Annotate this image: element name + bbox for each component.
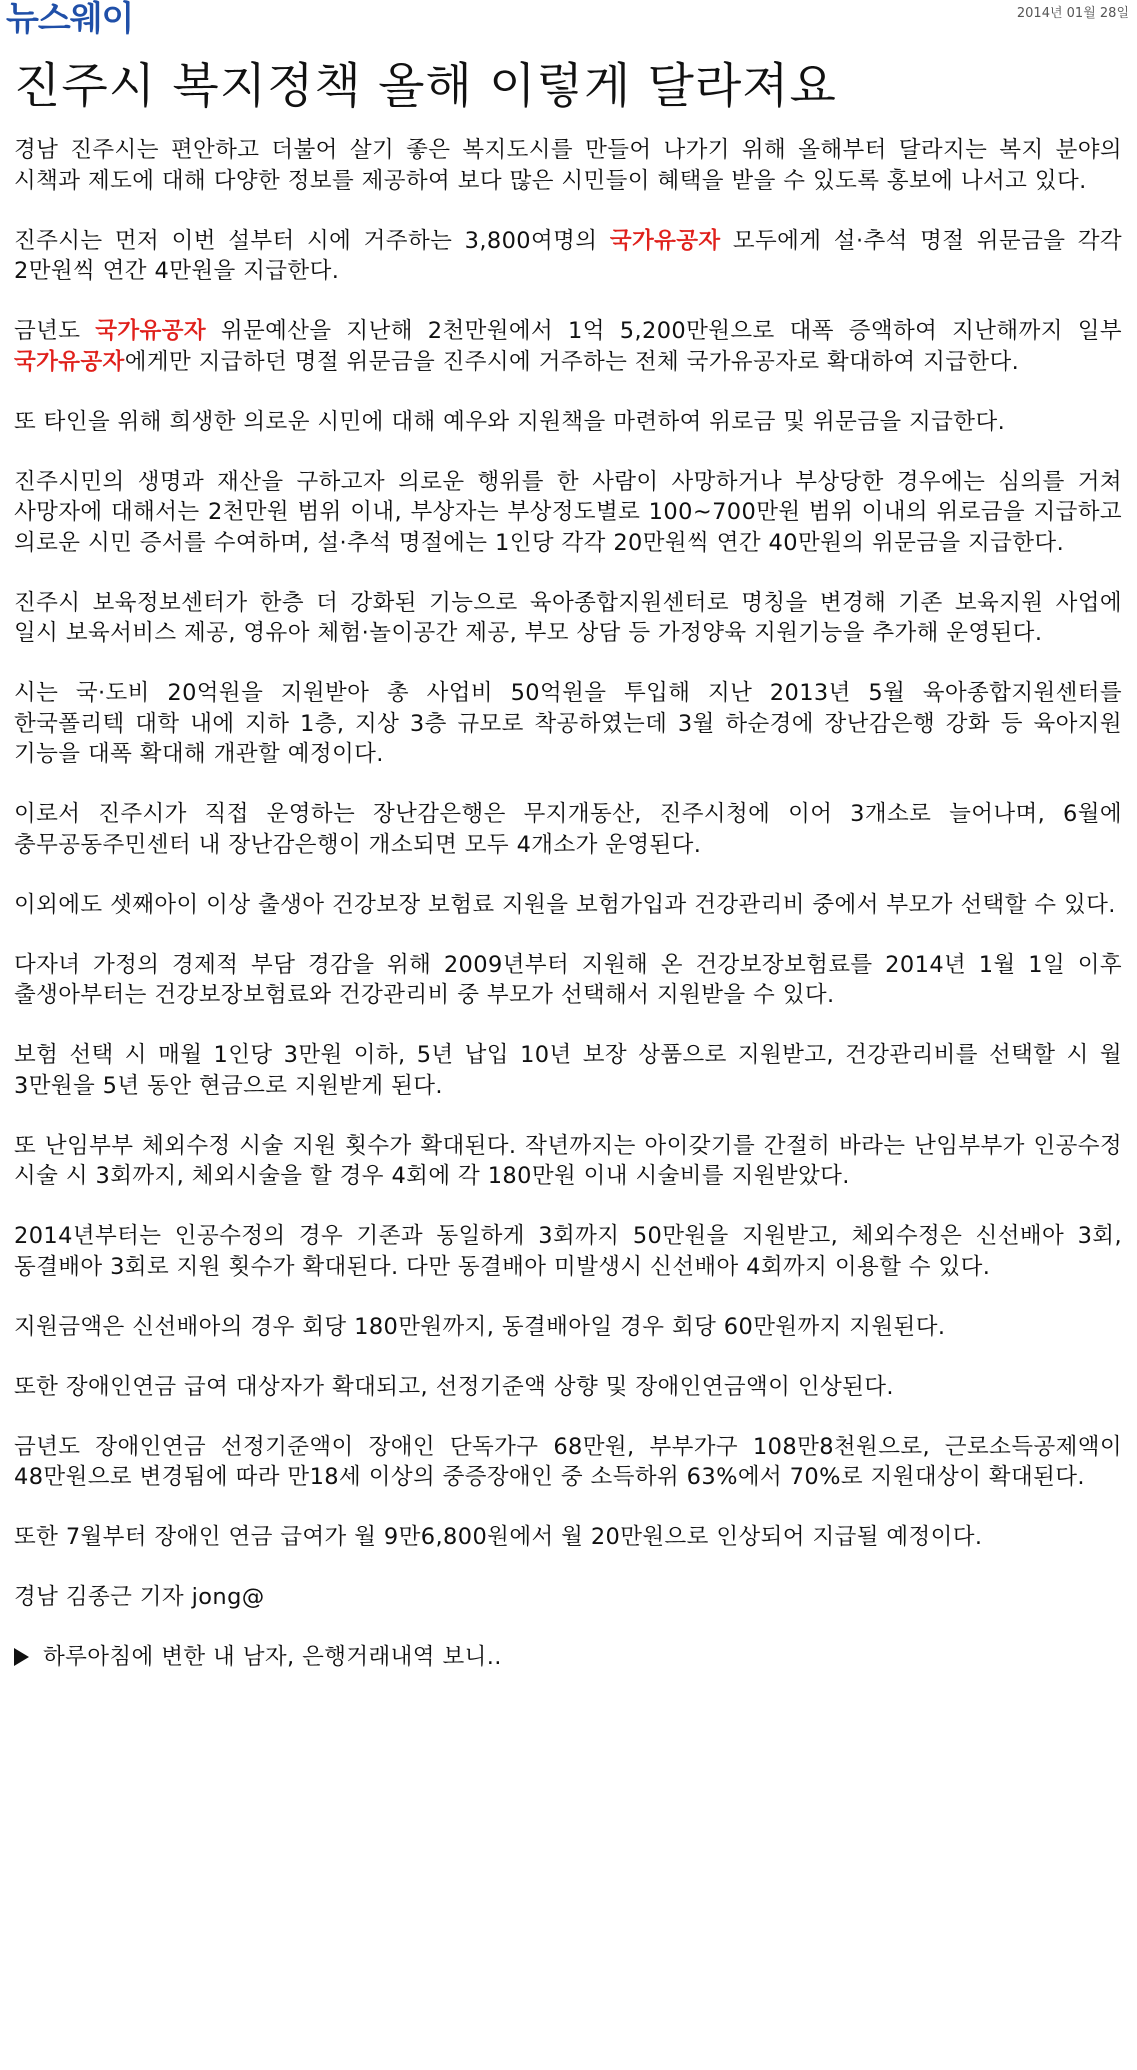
highlight-keyword: 국가유공자 xyxy=(14,348,125,375)
article-body xyxy=(14,135,1122,1673)
paragraph-16: 금년도 장애인연금 선정기준액이 장애인 단독가구 68만원, 부부가구 108만8천원으로, 근로소득공제액이 48만원으로 변경됨에 따라 만18세 이상의 중증장애인 중 소득하위 63%에서 70%로 지원대상이 확대된다. xyxy=(14,1433,1122,1490)
triangle-right-icon xyxy=(14,1648,29,1666)
reporter-byline: 경남 김종근 기자 jong@ xyxy=(14,1584,265,1610)
paragraph-text: 모두에게 설·추석 명절 위문금을 각각 2만원씩 연간 4만원을 지급한다. xyxy=(14,227,1122,284)
paragraph-text: 위문예산을 지난해 2천만원에서 1억 5,200만원으로 대폭 증액하여 지난해까지 일부 xyxy=(205,318,1122,344)
paragraph-text: 금년도 xyxy=(14,318,96,344)
paragraph-13: 2014년부터는 인공수정의 경우 기존과 동일하게 3회까지 50만원을 지원받고, 체외수정은 신선배아 3회, 동결배아 3회로 지원 횟수가 확대된다. 다만 동결배아 미발생시 신선배아 4회까지 이용할 수 있다. xyxy=(14,1223,1122,1280)
paragraph-2 xyxy=(14,226,1122,287)
article-title: 진주시 복지정책 올해 이렇게 달라져요 xyxy=(14,58,837,114)
paragraph-6: 진주시 보육정보센터가 한층 더 강화된 기능으로 육아종합지원센터로 명칭을 변경해 기존 보육지원 사업에 일시 보육서비스 제공, 영유아 체험·놀이공간 제공, 부모 상담 등 가정양육 지원기능을 추가해 운영된다. xyxy=(14,589,1122,646)
paragraph-15: 또한 장애인연금 급여 대상자가 확대되고, 선정기준액 상향 및 장애인연금액이 인상된다. xyxy=(14,1373,894,1400)
paragraph-1: 경남 진주시는 편안하고 더불어 살기 좋은 복지도시를 만들어 나가기 위해 올해부터 달라지는 복지 분야의 시책과 제도에 대해 다양한 정보를 제공하여 보다 많은 시민들이 혜택을 받을 수 있도록 홍보에 나서고 있다. xyxy=(14,137,1122,194)
highlight-keyword: 국가유공자 xyxy=(609,227,721,254)
paragraph-11: 보험 선택 시 매월 1인당 3만원 이하, 5년 납입 10년 보장 상품으로 지원받고, 건강관리비를 선택할 시 월 3만원을 5년 동안 현금으로 지원받게 된다. xyxy=(14,1042,1122,1099)
header xyxy=(0,0,1137,50)
paragraph-8: 이로서 진주시가 직접 운영하는 장난감은행은 무지개동산, 진주시청에 이어 3개소로 늘어나며, 6월에 충무공동주민센터 내 장난감은행이 개소되면 모두 4개소가 운영된다. xyxy=(14,801,1122,858)
paragraph-text: 에게만 지급하던 명절 위문금을 진주시에 거주하는 전체 국가유공자로 확대하여 지급한다. xyxy=(124,348,1020,375)
paragraph-10: 다자녀 가정의 경제적 부담 경감을 위해 2009년부터 지원해 온 건강보장보험료를 2014년 1월 1일 이후 출생아부터는 건강보장보험료와 건강관리비 중 부모가 선택해서 지원받을 수 있다. xyxy=(14,951,1122,1008)
related-article-link[interactable] xyxy=(14,1642,1122,1673)
publish-date: 2014년 01월 28일 xyxy=(1016,6,1129,21)
related-article-label[interactable]: 하루아침에 변한 내 남자, 은행거래내역 보니.. xyxy=(43,1644,502,1670)
paragraph-5: 진주시민의 생명과 재산을 구하고자 의로운 행위를 한 사람이 사망하거나 부상당한 경우에는 심의를 거쳐 사망자에 대해서는 2천만원 범위 이내, 부상자는 부상정도별로 100~700만원 범위 이내의 위로금을 지급하고 의로운 시민 증서를 수여하며, 설·추석 명절에는 1인당 각각 20만원씩 연간 40만원의 위문금을 지급한다. xyxy=(14,468,1122,556)
paragraph-7: 시는 국·도비 20억원을 지원받아 총 사업비 50억원을 투입해 지난 2013년 5월 육아종합지원센터를 한국폴리텍 대학 내에 지하 1층, 지상 3층 규모로 착공하였는데 3월 하순경에 장난감은행 강화 등 육아지원 기능을 대폭 확대해 개관할 예정이다. xyxy=(14,680,1122,767)
newsway-logo[interactable]: 뉴스웨이 xyxy=(6,0,134,39)
highlight-keyword: 국가유공자 xyxy=(95,318,206,344)
paragraph-14: 지원금액은 신선배아의 경우 회당 180만원까지, 동결배아일 경우 회당 60만원까지 지원된다. xyxy=(14,1313,946,1340)
paragraph-9: 이외에도 셋째아이 이상 출생아 건강보장 보험료 지원을 보험가입과 건강관리비 중에서 부모가 선택할 수 있다. xyxy=(14,891,1116,918)
paragraph-4: 또 타인을 위해 희생한 의로운 시민에 대해 예우와 지원책을 마련하여 위로금 및 위문금을 지급한다. xyxy=(14,408,1006,435)
paragraph-3 xyxy=(14,316,1122,377)
paragraph-12: 또 난임부부 체외수정 시술 지원 횟수가 확대된다. 작년까지는 아이갖기를 간절히 바라는 난임부부가 인공수정 시술 시 3회까지, 체외시술을 할 경우 4회에 각 180만원 이내 시술비를 지원받았다. xyxy=(14,1132,1122,1189)
paragraph-text: 진주시는 먼저 이번 설부터 시에 거주하는 3,800여명의 xyxy=(14,227,610,254)
paragraph-17: 또한 7월부터 장애인 연금 급여가 월 9만6,800원에서 월 20만원으로 인상되어 지급될 예정이다. xyxy=(14,1524,983,1550)
